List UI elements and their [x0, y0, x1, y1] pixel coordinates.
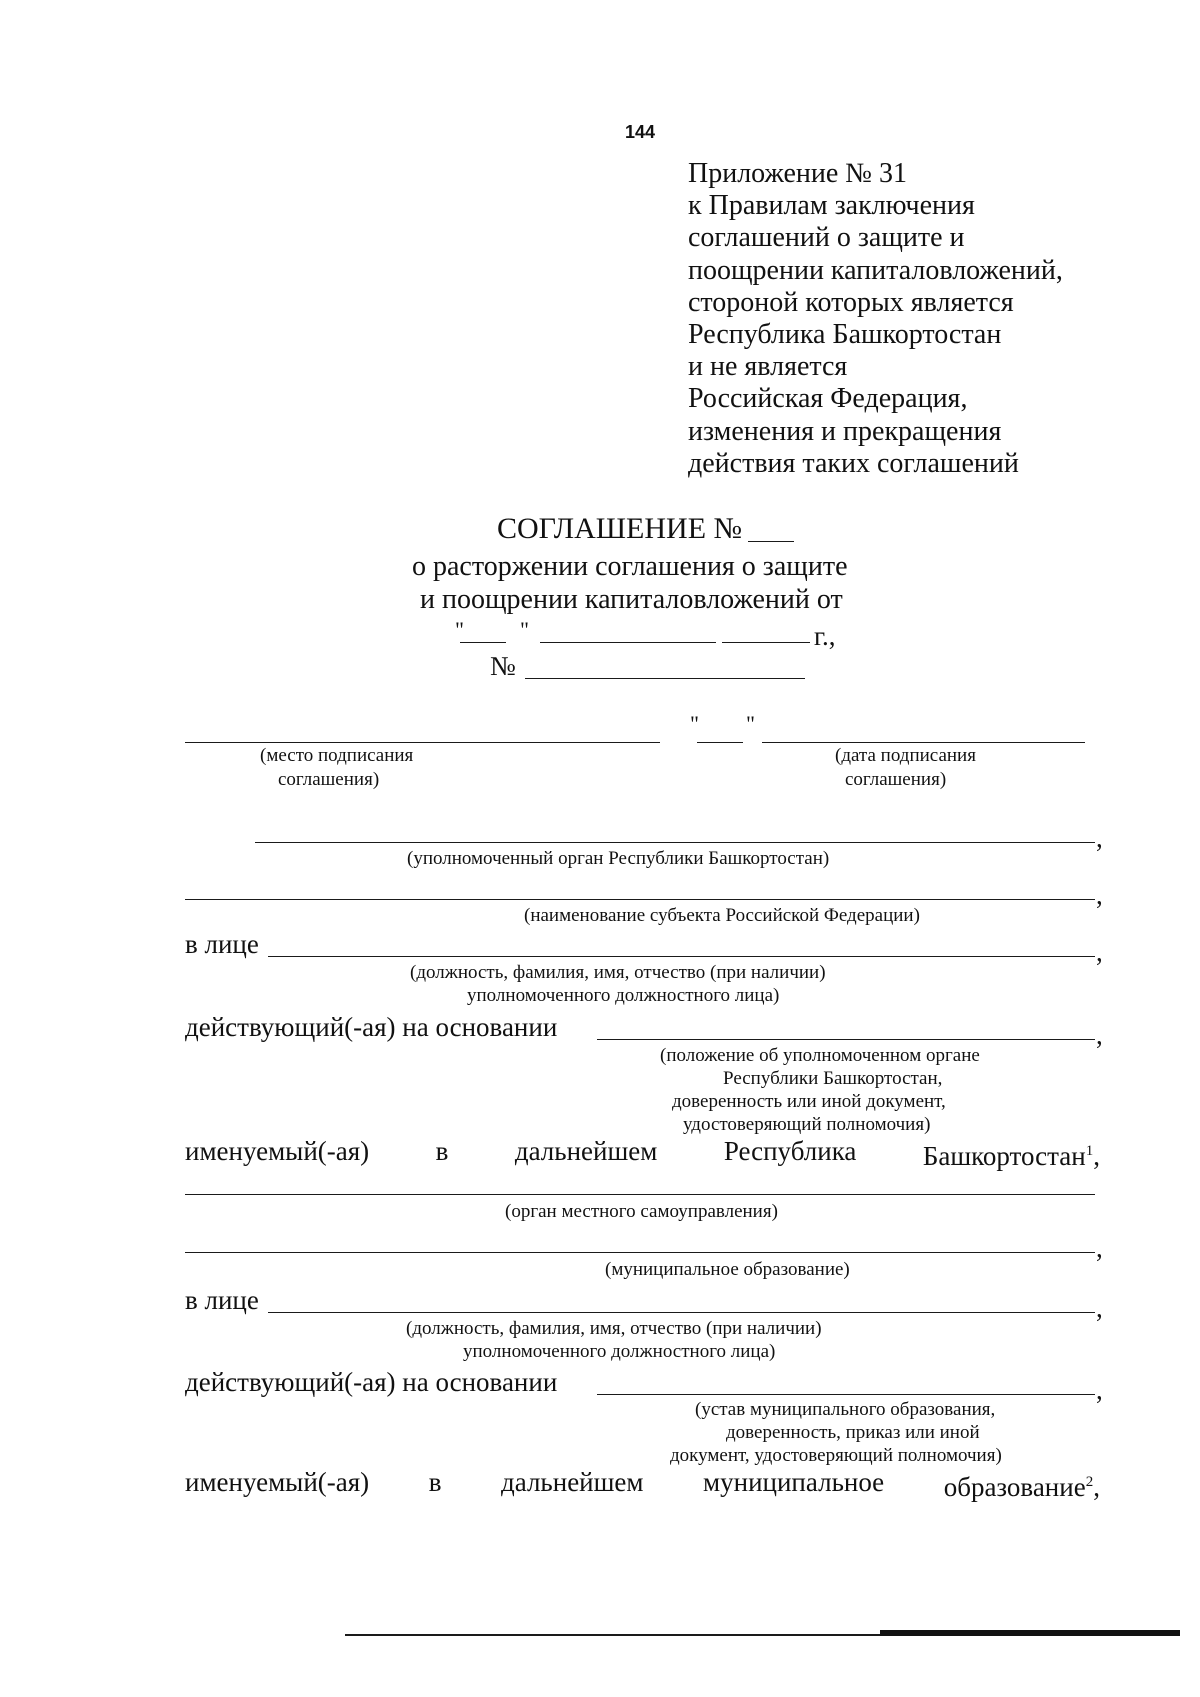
basis-field-2[interactable] — [597, 1394, 1095, 1395]
comma: , — [1096, 1233, 1103, 1263]
appendix-line: поощрении капиталовложений, — [688, 254, 1063, 286]
date-year-blank[interactable] — [722, 642, 810, 643]
signing-date-field[interactable] — [762, 742, 1085, 743]
named-word: дальнейшем — [514, 1136, 658, 1166]
official-caption: уполномоченного должностного лица) — [463, 1341, 776, 1362]
appendix-line: изменения и прекращения — [688, 415, 1002, 447]
agreement-number-blank[interactable] — [748, 541, 794, 542]
acting-label-2: действующий(-ая) на основании — [185, 1367, 558, 1397]
appendix-line: действия таких соглашений — [688, 447, 1019, 479]
date-caption: (дата подписания — [835, 745, 976, 766]
page-number: 144 — [624, 122, 656, 142]
date-month-blank[interactable] — [540, 642, 716, 643]
comma: , — [1096, 1293, 1103, 1323]
appendix-header — [688, 158, 1063, 480]
subject-field[interactable] — [185, 899, 1095, 900]
place-caption: соглашения) — [278, 769, 380, 790]
in-person-label-2: в лице — [185, 1285, 259, 1315]
subject-caption: (наименование субъекта Российской Федерации) — [524, 905, 920, 926]
official-caption: уполномоченного должностного лица) — [467, 985, 780, 1006]
named-word: именуемый(-ая) — [185, 1136, 370, 1166]
named-word: в — [435, 1136, 449, 1166]
date-quote-open: " — [455, 617, 464, 642]
comma: , — [1096, 937, 1103, 967]
acting-label: действующий(-ая) на основании — [185, 1012, 558, 1042]
agreement-number-field[interactable] — [525, 678, 805, 679]
appendix-line: к Правилам заключения — [688, 190, 975, 222]
named-word-with-footnote — [923, 1135, 1100, 1172]
basis2-caption: (устав муниципального образования, — [695, 1399, 996, 1420]
date-caption: соглашения) — [845, 769, 947, 790]
year-suffix: г., — [814, 621, 836, 651]
authorized-body-field[interactable] — [255, 842, 1095, 843]
municipality-field[interactable] — [185, 1252, 1095, 1253]
appendix-line: Приложение № 31 — [688, 158, 907, 189]
local-body-field[interactable] — [185, 1194, 1095, 1195]
local-body-caption: (орган местного самоуправления) — [505, 1201, 778, 1222]
signing-quote-open: " — [690, 711, 699, 736]
title-line-3: и поощрении капиталовложений от — [420, 584, 843, 615]
named-word: дальнейшем — [501, 1467, 644, 1497]
basis2-caption: документ, удостоверяющий полномочия) — [670, 1445, 1002, 1466]
municipality-caption: (муниципальное образование) — [605, 1259, 850, 1280]
signing-day-field[interactable] — [697, 742, 743, 743]
signing-quote-close: " — [746, 711, 755, 736]
named-row-republic — [185, 1135, 1100, 1172]
in-person-label: в лице — [185, 929, 259, 959]
named-word: Республика — [723, 1136, 857, 1166]
title-line-2: о расторжении соглашения о защите — [412, 551, 848, 582]
agreement-heading: СОГЛАШЕНИЕ № — [497, 512, 743, 545]
basis-caption: доверенность или иной документ, — [672, 1091, 946, 1112]
date-day-blank[interactable] — [460, 642, 506, 643]
comma: , — [1096, 1375, 1103, 1405]
appendix-line: Республика Башкортостан — [688, 319, 1002, 351]
appendix-line: и не является — [688, 351, 848, 383]
comma: , — [1093, 1141, 1100, 1171]
official-field-2[interactable] — [268, 1312, 1095, 1313]
footnote-ref: 1 — [1085, 1143, 1094, 1159]
named-word: в — [428, 1467, 442, 1497]
authorized-body-caption: (уполномоченный орган Республики Башкортостан) — [407, 848, 830, 869]
footnote-ref: 2 — [1085, 1474, 1094, 1490]
named-word: образование — [943, 1472, 1086, 1502]
basis-caption: удостоверяющий полномочия) — [683, 1114, 931, 1135]
basis2-caption: доверенность, приказ или иной — [726, 1422, 980, 1443]
appendix-line: Российская Федерация, — [688, 383, 968, 415]
comma: , — [1096, 880, 1103, 910]
official-caption: (должность, фамилия, имя, отчество (при наличии) — [410, 962, 826, 983]
comma: , — [1096, 1020, 1103, 1050]
signing-place-field[interactable] — [185, 742, 660, 743]
date-quote-close: " — [520, 617, 529, 642]
named-word: именуемый(-ая) — [185, 1467, 370, 1497]
named-word-with-footnote — [944, 1466, 1100, 1503]
basis-caption: Республики Башкортостан, — [723, 1068, 943, 1089]
named-row-municipality — [185, 1466, 1100, 1503]
official-field[interactable] — [268, 956, 1095, 957]
basis-field[interactable] — [597, 1039, 1095, 1040]
official-caption: (должность, фамилия, имя, отчество (при наличии) — [406, 1318, 822, 1339]
appendix-line: стороной которых является — [688, 286, 1014, 318]
comma: , — [1093, 1472, 1100, 1502]
basis-caption: (положение об уполномоченном органе — [660, 1045, 980, 1066]
comma: , — [1096, 823, 1103, 853]
appendix-line: соглашений о защите и — [688, 222, 965, 254]
footnote-separator-thick — [880, 1630, 1180, 1636]
number-sign: № — [490, 651, 516, 681]
named-word: Башкортостан — [922, 1141, 1086, 1171]
place-caption: (место подписания — [260, 745, 414, 766]
named-word: муниципальное — [703, 1467, 885, 1497]
